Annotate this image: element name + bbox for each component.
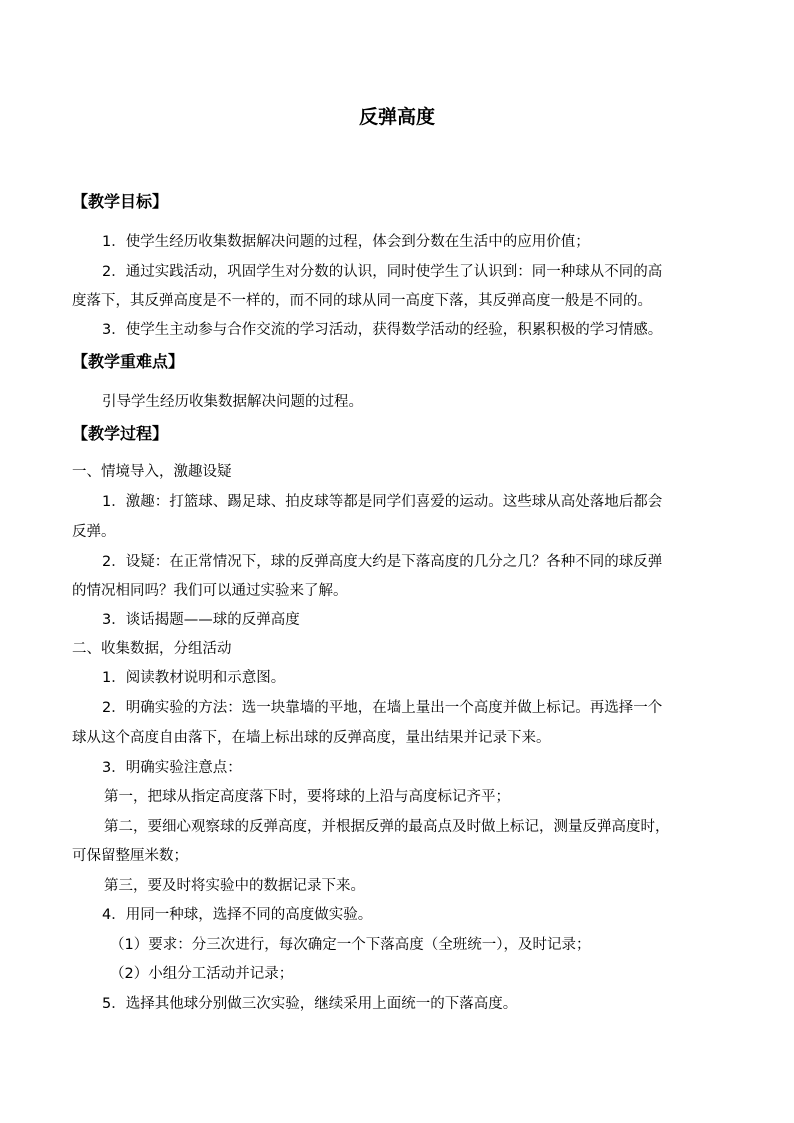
key-points-heading: 【教学重难点】 xyxy=(72,352,185,371)
part-2-item-3: 3．明确实验注意点： xyxy=(102,760,242,776)
part-1-item-2-line-1: 2．设疑：在正常情况下，球的反弹高度大约是下落高度的几分之几？各种不同的球反弹 xyxy=(102,554,663,570)
part-2-title: 二、收集数据，分组活动 xyxy=(72,641,232,657)
part-1-title: 一、情境导入，激趣设疑 xyxy=(72,464,232,480)
part-2-item-2-line-1: 2．明确实验的方法：选一块靠墙的平地，在墙上量出一个高度并做上标记。再选择一个 xyxy=(102,700,663,716)
item-4-group-work: （2）小组分工活动并记录； xyxy=(110,966,294,982)
part-1-item-2-line-2: 的情况相同吗？我们可以通过实验来了解。 xyxy=(72,583,348,599)
key-point-1: 引导学生经历收集数据解决问题的过程。 xyxy=(102,394,363,410)
goal-3: 3．使学生主动参与合作交流的学习活动，获得数学活动的经验，积累积极的学习情感。 xyxy=(102,322,663,338)
part-1-item-1-line-2: 反弹。 xyxy=(72,524,116,540)
process-heading: 【教学过程】 xyxy=(72,424,169,443)
part-1-item-3: 3．谈话揭题——球的反弹高度 xyxy=(102,612,300,628)
goal-2-line-2: 度落下，其反弹高度是不一样的，而不同的球从同一高度下落，其反弹高度一般是不同的。 xyxy=(72,293,652,309)
part-2-item-4: 4．用同一种球，选择不同的高度做实验。 xyxy=(102,907,373,923)
note-first: 第一，把球从指定高度落下时，要将球的上沿与高度标记齐平； xyxy=(104,789,510,805)
part-2-item-5: 5．选择其他球分别做三次实验，继续采用上面统一的下落高度。 xyxy=(102,996,518,1012)
goal-2-line-1: 2．通过实践活动，巩固学生对分数的认识，同时使学生了认识到：同一种球从不同的高 xyxy=(102,264,663,280)
note-second-line-2: 可保留整厘米数； xyxy=(72,848,188,864)
note-second-line-1: 第二，要细心观察球的反弹高度，并根据反弹的最高点及时做上标记，测量反弹高度时， xyxy=(104,819,670,835)
goals-heading: 【教学目标】 xyxy=(72,192,169,211)
part-2-item-2-line-2: 球从这个高度自由落下，在墙上标出球的反弹高度，量出结果并记录下来。 xyxy=(72,730,551,746)
item-4-requirement: （1）要求：分三次进行，每次确定一个下落高度（全班统一），及时记录； xyxy=(110,937,591,953)
page-title: 反弹高度 xyxy=(358,106,435,128)
part-1-item-1-line-1: 1．激趣：打篮球、踢足球、拍皮球等都是同学们喜爱的运动。这些球从高处落地后都会 xyxy=(102,494,663,510)
goal-1: 1．使学生经历收集数据解决问题的过程，体会到分数在生活中的应用价值； xyxy=(102,234,590,250)
part-2-item-1: 1．阅读教材说明和示意图。 xyxy=(102,670,286,686)
note-third: 第三，要及时将实验中的数据记录下来。 xyxy=(104,878,365,894)
